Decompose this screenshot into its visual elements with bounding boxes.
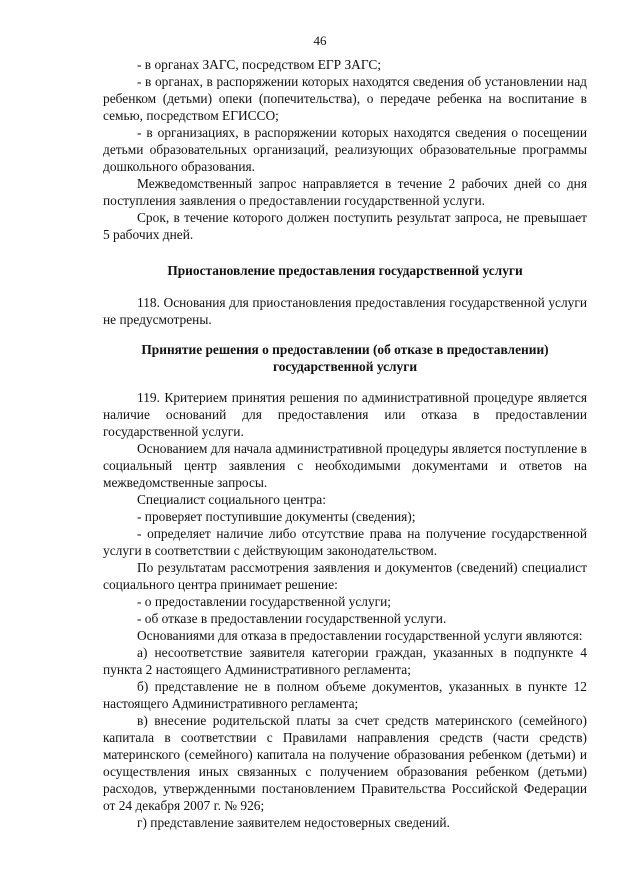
page-number: 46 [313,33,327,48]
paragraph: Межведомственный запрос направляется в течение 2 рабочих дней со дня поступления заявления о предоставлении государственной услуги. [103,176,587,208]
section-heading-suspension: Приостановление предоставления государственной услуги [167,263,523,278]
paragraph-118: 118. Основания для приостановления предоставления государственной услуги не предусмотрены. [103,295,587,327]
paragraph: б) представление не в полном объеме документов, указанных в пункте 12 настоящего Административного регламента; [103,679,587,711]
heading-line: государственной услуги [272,359,418,374]
paragraph: Основанием для начала административной процедуры является поступление в социальный центр заявления с необходимыми документами и ответов на межведомственные запросы. [103,441,587,490]
paragraph: - в органах, в распоряжении которых находятся сведения об установлении над ребенком (детьми) опеки (попечительства), о передаче ребенка на воспитание в семью, посредством ЕГИССО; [103,74,587,123]
paragraph: Основаниями для отказа в предоставлении государственной услуги являются: [137,628,583,643]
paragraph: г) представление заявителем недостоверных сведений. [137,815,450,830]
paragraph: а) несоответствие заявителя категории граждан, указанных в подпункте 4 пункта 2 настоящего Административного регламента; [103,645,587,677]
paragraph: - в организациях, в распоряжении которых находятся сведения о посещении детьми образовательных организаций, реализующих образовательные программы дошкольного образования. [103,125,587,174]
paragraph: - проверяет поступившие документы (сведения); [137,509,416,524]
section-heading-decision [103,341,587,375]
heading-line: Принятие решения о предоставлении (об отказе в предоставлении) [141,342,549,357]
paragraph: Специалист социального центра: [137,492,326,507]
paragraph: - о предоставлении государственной услуги; [137,594,392,609]
interagency-request-section [103,56,587,243]
paragraph: Срок, в течение которого должен поступить результат запроса, не превышает 5 рабочих дней. [103,210,587,242]
paragraph: - об отказе в предоставлении государственной услуги. [137,611,447,626]
paragraph-118-section [103,294,587,328]
paragraph: По результатам рассмотрения заявления и документов (сведений) специалист социального центра принимает решение: [103,560,587,592]
paragraph: в) внесение родительской платы за счет средств материнского (семейного) капитала в соответствии с Правилами направления средств (части средств) материнского (семейного) капитала на получение образования ребенком (детьми) и осуществления иных связанных с получением образования ребенком (детьми) расходов, утвержденными постановлением Правительства Российской Федерации от 24 декабря 2007 г. № 926; [103,713,587,813]
decision-section [103,389,587,831]
paragraph: - определяет наличие либо отсутствие права на получение государственной услуги в соответствии с действующим законодательством. [103,526,587,558]
paragraph: - в органах ЗАГС, посредством ЕГР ЗАГС; [137,57,382,72]
paragraph: 119. Критерием принятия решения по административной процедуре является наличие оснований для предоставления или отказа в предоставлении государственной услуги. [103,390,587,439]
